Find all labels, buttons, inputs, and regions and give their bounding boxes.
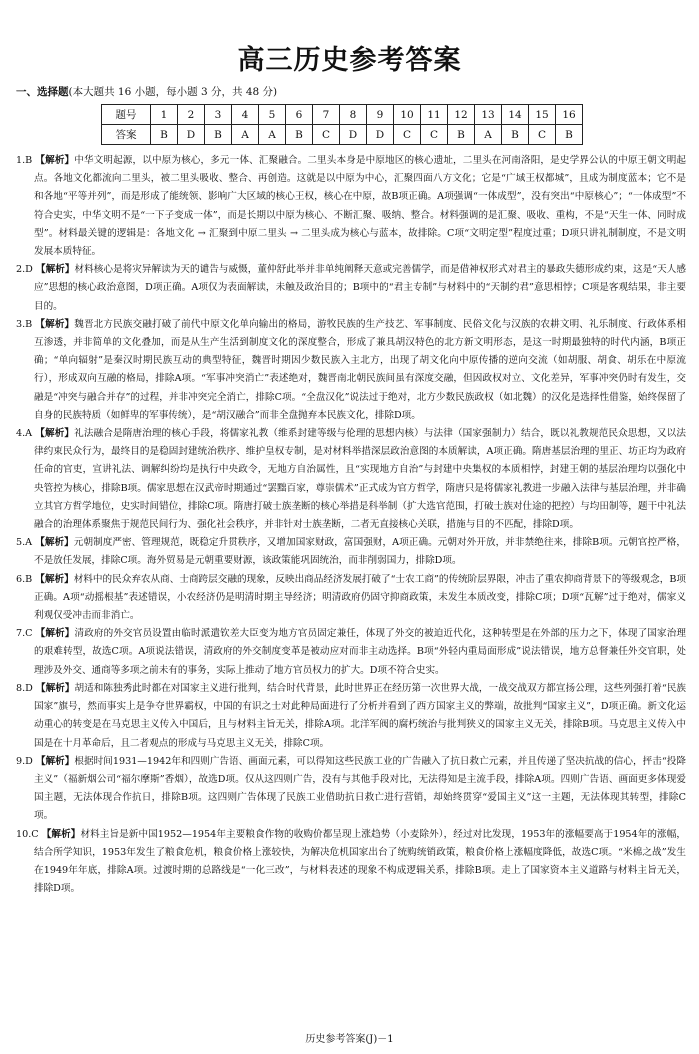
analysis-tag: 【解析】 [35, 155, 75, 166]
table-cell: 6 [286, 105, 313, 125]
table-cell: B [448, 125, 475, 145]
item-number: 1.B [16, 155, 33, 166]
analysis-tag: 【解析】 [41, 828, 81, 840]
analysis-tag: 【解析】 [35, 682, 75, 694]
table-cell: D [367, 125, 394, 145]
table-cell: 1 [151, 105, 178, 125]
answer-item [16, 425, 686, 534]
table-cell: 3 [205, 105, 232, 125]
table-cell: C [529, 125, 556, 145]
page-footer: 历史参考答案(J)－1 [305, 1034, 394, 1045]
analysis-tag: 【解析】 [35, 318, 75, 330]
table-cell: 12 [448, 105, 475, 125]
table-cell: C [421, 125, 448, 145]
item-text: 魏晋北方民族交融打破了前代中原文化单向输出的格局，游牧民族的生产技艺、军事制度、民俗文化与汉族的农耕文明、礼乐制度、行政体系相互渗透，并非简单的文化叠加，而是从生产生活到制度文化的深度整合，形成了兼具胡汉特色的北方新文明形态，是这一时期最独特的时代内涵，B项正确；“单向辐射”是秦汉时期民族互动的典型特征，魏晋时期因少数民族入主北方，出现了胡文化向中原传播的逆向交流（如胡服、胡食、胡乐在中原流行），形成双向互融的格局，排除A项。“军事冲突消亡”表述绝对，魏晋南北朝民族间虽有深度交融，但因政权对立、文化差异，军事冲突仍时有发生，交融是“冲突与融合并存”的过程，并非冲突完全消亡，排除C项。“全盘汉化”说法过于绝对，北方少数民族政权（如北魏）的汉化是选择性借鉴，始终保留了自身的民族特质（如鲜卑的军事传统），是“胡汉融合”而非全盘抛弃本民族文化，排除D项。 [34, 318, 686, 421]
item-number: 7.C [16, 628, 33, 640]
item-number: 10.C [16, 828, 39, 840]
table-cell: 5 [259, 105, 286, 125]
item-text: 材料主旨是新中国1952—1954年主要粮食作物的收购价都呈现上涨趋势（小麦除外），经过对比发现，1953年的涨幅要高于1954年的涨幅，结合所学知识，1953年发生了粮食危机，粮食价格上涨较快，为解决危机国家出台了统购统销政策，粮食价格上涨幅度降低，故选C项。“米棉之战”发生在1949年年底，排除A项。过渡时期的总路线是“一化三改”，与材料表述的现象不构成逻辑关系，排除B项。走上了国家资本主义道路与材料主旨无关，排除D项。 [34, 828, 686, 895]
table-cell: 9 [367, 105, 394, 125]
table-cell: 13 [475, 105, 502, 125]
table-cell: A [475, 125, 502, 145]
table-cell: 2 [178, 105, 205, 125]
item-number: 4.A [16, 428, 33, 440]
table-cell: 15 [529, 105, 556, 125]
answer-item [16, 680, 686, 753]
answer-item [16, 152, 686, 261]
table-cell: 14 [502, 105, 529, 125]
table-header-answer: 答案 [102, 125, 151, 145]
item-text: 礼法融合是隋唐治理的核心手段，将儒家礼教（维系封建等级与伦理的思想内核）与法律（国家强制力）结合，既以礼教规范民众思想，又以法律约束民众行为，最终目的是稳固封建统治秩序、维护皇权专制，是对材料举措深层政治意图的本质解读，A项正确。隋唐基层治理的里正、坊正均为政府任命的官吏，宣讲礼法、调解纠纷均是执行中央政令，无地方自治属性，且“实现地方自治”与封建中央集权的本质相悖，封建王朝的基层治理均以强化中央管控为核心，排除B项。儒家思想在汉武帝时期通过“罢黜百家，尊崇儒术”正式成为官方哲学，隋唐只是将儒家礼教进一步融入法律与基层治理，并非确立其官方哲学地位，史实时间错位，排除C项。隋唐打破士族垄断的核心举措是科举制（扩大选官范围，打破士族对仕途的把控）与均田制等，题干中礼法融合的治理体系聚焦于规范民间行为、强化社会秩序，并非针对士族垄断，二者无直接核心关联，措施与目的不匹配，排除D项。 [34, 428, 686, 531]
item-text: 胡适和陈独秀此时都在对国家主义进行批判，结合时代背景，此时世界正在经历第一次世界大战，一战交战双方都宣扬公理，这些列强打着“民族国家”旗号，然而事实上是争夺世界霸权，中国的有识之士对此种局面进行了分析并看到了西方国家主义的弊端，故批判“国家主义”，D项正确。新文化运动重心的转变是在马克思主义传入中国后，且与材料主旨无关，排除A项。北洋军阀的腐朽统治与批判狭义的国家主义无关，排除B项。马克思主义传入中国是在十月革命后，且二者观点的形成与马克思主义无关，排除C项。 [34, 682, 686, 749]
answer-explanations [16, 152, 686, 898]
item-text: 中华文明起源，以中原为核心，多元一体、汇聚融合。二里头本身是中原地区的核心遗址，二里头在河南洛阳，是史学界公认的中原王朝文明起点。各地文化都流向二里头，被二里头吸收、整合、再创造。这就是以中原为中心，汇聚四面八方文化；它是“广域王权都城”，且成为制度蓝本；它不是和各地“平等并列”，而是形成了能统领、影响广大区域的核心王权，核心在中原，故B项正确。A项强调“一体成型”，没有突出“中原核心”；“一体成型”不符合史实，中华文明不是“一下子变成一体”，而是长期以中原为核心、不断汇聚、吸纳、整合。材料强调的是汇聚、吸收、重构，不是“天生一体、同时成型”。材料最关键的逻辑是：各地文化 → 汇聚到中原二里头 → 二里头成为核心与蓝本，故排除。C项“文明定型”程度过重；D项只讲礼制制度，不是文明发展本质特征。 [34, 155, 686, 258]
table-cell: B [286, 125, 313, 145]
table-cell: A [259, 125, 286, 145]
table-cell: 8 [340, 105, 367, 125]
section-heading-label: 一、选择题 [16, 86, 69, 98]
table-cell: 4 [232, 105, 259, 125]
item-number: 6.B [16, 573, 33, 585]
table-row-numbers [102, 105, 583, 125]
analysis-tag: 【解析】 [35, 537, 74, 549]
item-text: 元朝制度严密、管理规范，既稳定升贯秩序，又增加国家财政，富国强财，A项正确。元朝对外开放，并非禁绝往来，排除B项。元朝官控严格，不是放任发展，排除C项。海外贸易是元朝重要财源，该政策能巩固统治，而非削弱国力，排除D项。 [34, 537, 686, 567]
answer-item [16, 534, 686, 570]
analysis-tag: 【解析】 [35, 264, 75, 276]
analysis-tag: 【解析】 [35, 428, 75, 440]
item-text: 材料核心是将灾异解读为天的谴告与威慑，董仲舒此举并非单纯阐释天意或完善儒学，而是借神权形式对君主的暴政失德形成约束，这是“天人感应”思想的核心政治意图，D项正确。A项仅为表面解读，未触及政治目的；B项中的“君主专制”与材料中的“天制约君”意思相悖；C项是客观结果，非主要目的。 [34, 264, 686, 312]
answer-item [16, 571, 686, 626]
table-cell: B [151, 125, 178, 145]
table-header-number: 题号 [102, 105, 151, 125]
item-text: 根据时间1931—1942年和四则广告语、画面元素，可以得知这些民族工业的广告融入了抗日救亡元素，并且传递了坚决抗战的信心，抨击“投降主义”（福新烟公司“福尔摩斯”香烟），故选D项。仅从这四则广告，没有与其他手段对比，无法得知是主流手段，排除A项。四则广告语、画面更多体现爱国主题，无法体现合作抗日，排除B项。这四则广告体现了民族工业借助抗日救亡进行营销，却始终贯穿“爱国主义”这一主题，无法体现其转型，排除C项。 [34, 755, 687, 822]
answer-table [101, 104, 583, 145]
analysis-tag: 【解析】 [35, 573, 74, 585]
table-cell: 7 [313, 105, 340, 125]
table-cell: D [178, 125, 205, 145]
answer-item [16, 261, 686, 316]
item-text: 材料中的民众弃农从商、士商跨层交融的现象，反映出商品经济发展打破了“士农工商”的传统阶层界限，冲击了重农抑商背景下的等级观念，B项正确。A项“动摇根基”表述错误，小农经济仍是明清时期主导经济；明清政府仍固守抑商政策，未发生本质改变，排除C项；D项“瓦解”过于绝对，儒家义利观仅受冲击而非消亡。 [34, 573, 686, 622]
item-number: 5.A [16, 537, 33, 549]
analysis-tag: 【解析】 [35, 628, 75, 640]
table-cell: B [205, 125, 232, 145]
item-text: 清政府的外交官员设置由临时派遣钦差大臣变为地方官员固定兼任，体现了外交的被迫近代化，这种转型是在外部的压力之下，体现了国家治理的艰难转型，故选C项。A项说法错误，清政府的外交制度变革是被动应对而非主动选择。B项“外轻内重局面形成”说法错误，地方总督兼任外交官职，处理涉及外交、通商等多项之前未有的事务，实际上推动了地方官员权力的扩大。D项不符合史实。 [34, 628, 687, 676]
table-cell: B [556, 125, 583, 145]
table-cell: B [502, 125, 529, 145]
table-cell: 11 [421, 105, 448, 125]
item-number: 9.D [16, 755, 33, 767]
table-cell: 10 [394, 105, 421, 125]
answer-item [16, 753, 686, 826]
table-cell: A [232, 125, 259, 145]
table-cell: C [313, 125, 340, 145]
answer-item [16, 316, 686, 425]
analysis-tag: 【解析】 [35, 755, 75, 767]
item-number: 3.B [16, 318, 33, 330]
table-cell: C [394, 125, 421, 145]
section-heading-note: (本大题共 16 小题，每小题 3 分，共 48 分) [68, 86, 278, 98]
item-number: 8.D [16, 682, 33, 694]
table-cell: D [340, 125, 367, 145]
table-row-answers [102, 125, 583, 145]
page-title: 高三历史参考答案 [237, 45, 462, 76]
answer-item [16, 625, 686, 680]
section-heading [16, 84, 277, 99]
table-cell: 16 [556, 105, 583, 125]
item-number: 2.D [16, 264, 33, 276]
answer-item [16, 826, 686, 899]
